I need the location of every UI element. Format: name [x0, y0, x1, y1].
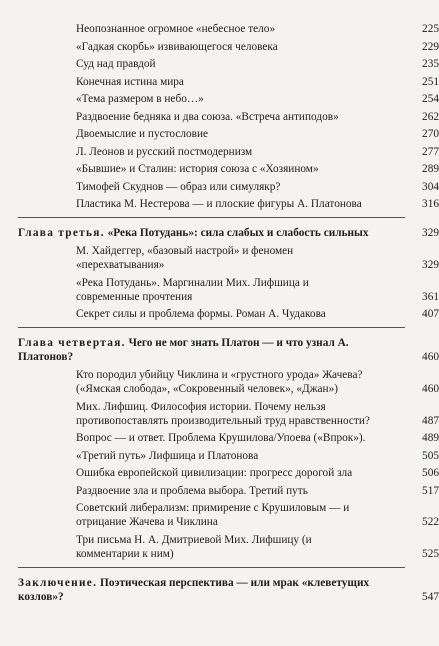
toc-group-1	[18, 22, 439, 211]
chapter-3-heading	[18, 226, 439, 240]
toc-entry	[18, 92, 439, 106]
toc-entry	[18, 57, 439, 71]
toc-entry-page: 361	[422, 290, 439, 303]
toc-entry	[18, 197, 439, 211]
toc-entry	[18, 127, 439, 141]
toc-entry-page: 407	[422, 308, 439, 320]
toc-entry	[18, 466, 439, 480]
toc-entry	[18, 110, 439, 124]
section-divider	[18, 567, 405, 568]
chapter-4-heading	[18, 336, 439, 364]
toc-entry-title: Кто породил убийцу Чиклина и «грустного урода» Жачева? («Ямская слобода», «Сокровенный человек», «Джан»)	[76, 369, 363, 395]
toc-entry	[18, 449, 439, 463]
toc-entry-title: Три письма Н. А. Дмитриевой Мих. Лифшицу (и комментарии к ним)	[76, 533, 312, 560]
toc-entry-title: Суд над правдой	[76, 58, 156, 70]
toc-entry-page: 225	[422, 23, 439, 35]
toc-entry-title: Вопрос — и ответ. Проблема Крушилова/Упоева («Впрок»).	[76, 432, 366, 444]
toc-entry	[18, 40, 439, 54]
conclusion-label: Заключение.	[18, 576, 98, 589]
toc-entry-page: 277	[422, 145, 439, 158]
chapter-label: Глава третья.	[18, 227, 105, 239]
toc-entry-page: 517	[422, 484, 439, 497]
toc-entry	[18, 276, 439, 304]
toc-entry-title: Раздвоение бедняка и два союза. «Встреча антиподов»	[76, 110, 339, 123]
toc-entry-title: «Река Потудань». Маргиналии Мих. Лифшица и современные прочтения	[76, 276, 309, 303]
toc-entry	[18, 180, 439, 194]
chapter-page: 329	[422, 227, 439, 239]
toc-entry-title: Тимофей Скуднов — образ или симулякр?	[76, 180, 281, 193]
section-divider	[18, 327, 405, 328]
toc-entry	[18, 162, 439, 176]
section-divider	[18, 217, 405, 218]
toc-entry	[18, 533, 439, 561]
toc-entry-title: Двоемыслие и пустословие	[76, 128, 209, 140]
toc-entry-page: 505	[422, 449, 439, 462]
toc-entry-page: 506	[422, 467, 439, 479]
conclusion-title: Поэтическая перспектива — или мрак «клеветущих козлов»?	[18, 576, 370, 603]
toc-entry-title: М. Хайдеггер, «базовый настрой» и феномен «перехватывания»	[76, 245, 294, 271]
toc-entry	[18, 75, 439, 89]
toc-entry-page: 289	[422, 163, 439, 175]
chapter-page: 460	[422, 351, 439, 363]
toc-entry-title: Л. Леонов и русский постмодернизм	[76, 145, 253, 158]
toc-entry	[18, 368, 439, 396]
toc-entry-page: 460	[422, 383, 439, 395]
chapter-label: Глава четвертая.	[18, 337, 126, 349]
toc-entry	[18, 484, 439, 498]
toc-entry-title: Ошибка европейской цивилизации: прогресс дорогой зла	[76, 467, 353, 479]
toc-entry-page: 489	[422, 432, 439, 444]
chapter-title: «Река Потудань»: сила слабых и слабость сильных	[107, 227, 369, 239]
toc-entry-title: «Тема размером в небо…»	[76, 93, 204, 105]
toc-entry-page: 262	[422, 110, 439, 123]
toc-entry-page: 251	[422, 75, 439, 88]
toc-entry-title: «Бывшие» и Сталин: история союза с «Хозяином»	[76, 163, 319, 175]
toc-entry-title: Мих. Лифшиц. Философия истории. Почему нельзя противопоставлять производительный труд нравственности?	[76, 400, 370, 427]
toc-entry-title: Раздвоение зла и проблема выбора. Третий путь	[76, 484, 308, 497]
toc-entry-title: Пластика М. Нестерова — и плоские фигуры А. Платонова	[76, 198, 362, 210]
toc-entry	[18, 145, 439, 159]
toc-entry-title: Советский либерализм: примирение с Крушиловым — и отрицание Жачева и Чиклина	[76, 502, 350, 528]
toc-entry	[18, 307, 439, 321]
toc-entry-page: 304	[422, 180, 439, 193]
conclusion-page: 547	[422, 590, 439, 603]
toc-entry-page: 487	[422, 414, 439, 427]
toc-entry	[18, 244, 439, 272]
toc-entry-title: «Гадкая скорбь» извивающегося человека	[76, 40, 278, 53]
chapter-title: Чего не мог знать Платон — и что узнал А. Платонов?	[18, 337, 349, 363]
toc-entry-page: 522	[422, 516, 439, 528]
toc-entry	[18, 501, 439, 529]
toc-entry-page: 254	[422, 93, 439, 105]
toc-entry-page: 329	[422, 259, 439, 271]
toc-entry-title: «Третий путь» Лифшица и Платонова	[76, 449, 259, 462]
toc-entry-title: Конечная истина мира	[76, 75, 184, 88]
toc-entry-title: Неопознанное огромное «небесное тело»	[76, 23, 276, 35]
toc-entry-page: 229	[422, 40, 439, 53]
toc-entry-page: 316	[422, 198, 439, 210]
toc-entry-page: 235	[422, 58, 439, 70]
toc-entry	[18, 431, 439, 445]
toc-entry	[18, 22, 439, 36]
conclusion-heading	[18, 576, 439, 604]
toc-entry-page: 270	[422, 128, 439, 140]
toc-entry-title: Секрет силы и проблема формы. Роман А. Чудакова	[76, 308, 326, 320]
toc-entry	[18, 400, 439, 428]
toc-entry-page: 525	[422, 547, 439, 560]
